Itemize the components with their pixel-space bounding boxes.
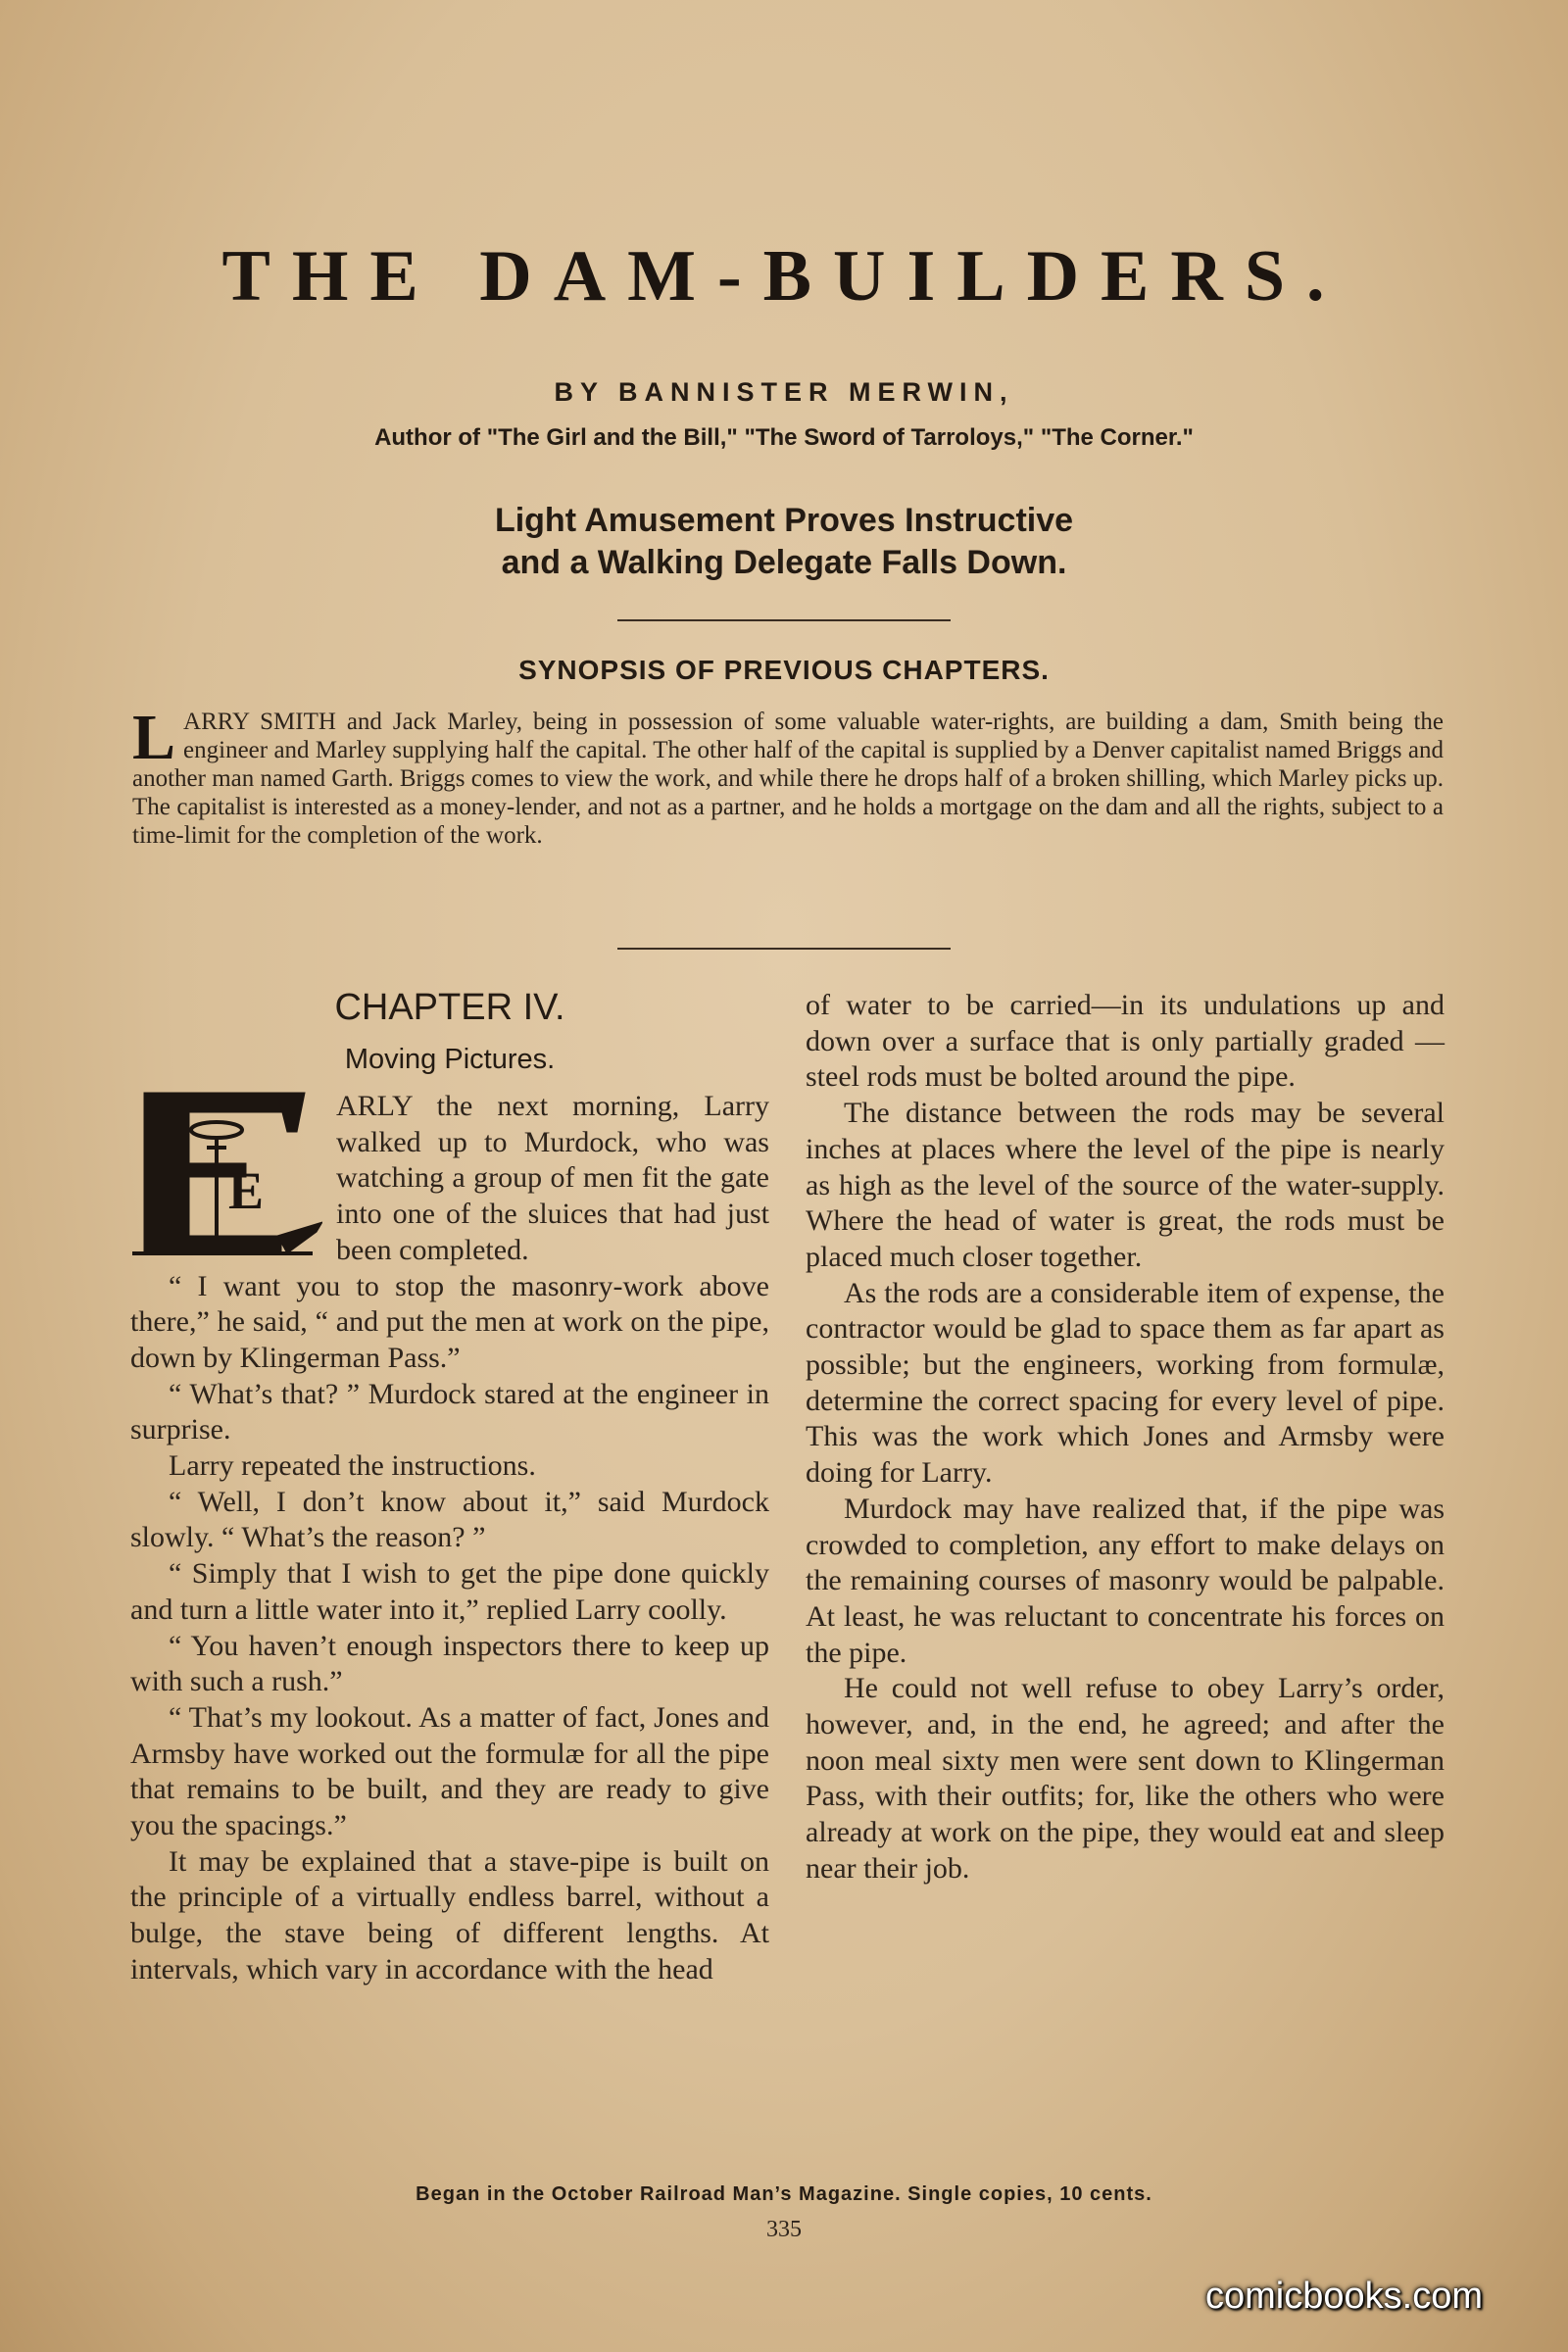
divider-rule-bottom xyxy=(617,948,951,950)
paragraph: It may be explained that a stave-pipe is built on the principle of a virtually endless barrel, without a bulge, the stave being of different lengths. At intervals, which vary in accordance with the head xyxy=(130,1844,769,1985)
paragraph: As the rods are a considerable item of expense, the contractor would be glad to space them as far apart as possible; but the engineers, working from formulæ, determine the correct spacing for every level of pipe. This was the work which Jones and Armsby were doing for Larry. xyxy=(806,1276,1445,1490)
synopsis-body: ARRY SMITH and Jack Marley, being in possession of some valuable water-rights, are building a dam, Smith being the engineer and Marley supplying half the capital. The other half of the capital is supplied by a Denver capitalist named Briggs and another man named Garth. Briggs comes to view the work, and while there he drops half of a broken shilling, which Marley picks up. The capitalist is interested as a money-lender, and not as a partner, and he holds a mortgage on the dam and all the rights, subject to a time-limit for the completion of the work. xyxy=(132,709,1444,849)
byline: BY BANNISTER MERWIN, xyxy=(554,377,1014,407)
paragraph: “ That’s my lookout. As a matter of fact, Jones and Armsby have worked out the formulæ for all the pipe that remains to be built, and they are ready to give you the spacings.” xyxy=(130,1700,769,1842)
subtitle-line-1: Light Amusement Proves Instructive xyxy=(494,502,1074,539)
synopsis-drop-letter: L xyxy=(132,702,176,773)
page-number: 335 xyxy=(766,2217,802,2242)
column-right xyxy=(806,988,1445,1887)
right-column-text xyxy=(806,988,1445,1887)
column-left xyxy=(130,985,769,1988)
chapter-subtitle: Moving Pictures. xyxy=(344,1044,556,1075)
paragraph: “ You haven’t enough inspectors there to keep up with such a rush.” xyxy=(130,1629,769,1698)
paragraph: Larry repeated the instructions. xyxy=(169,1449,536,1483)
paragraph: The distance between the rods may be several inches at places where the level of the pipe is nearly as high as the level of the source of the water-supply. Where the head of water is great, the rods must be placed much closer together. xyxy=(806,1097,1445,1273)
paragraph: He could not well refuse to obey Larry’s order, however, and, in the end, he agreed; and after the noon meal sixty men were sent down to Klingerman Pass, with their outfits; for, like the others who were already at work on the pipe, they would eat and sleep near their job. xyxy=(806,1672,1445,1885)
footer-note: Began in the October Railroad Man’s Magazine. Single copies, 10 cents. xyxy=(416,2183,1152,2205)
subtitle-line-2: and a Walking Delegate Falls Down. xyxy=(501,544,1067,581)
paragraph: “ I want you to stop the masonry-work above there,” he said, “ and put the men at work on the pipe, down by Klingerman Pass.” xyxy=(130,1269,769,1374)
drop-cap-e-ornament xyxy=(130,1089,322,1263)
article-title: THE DAM-BUILDERS. xyxy=(221,236,1347,317)
paragraph: “ Well, I don’t know about it,” said Murdock slowly. “ What’s the reason? ” xyxy=(130,1485,769,1554)
paragraph: “ Simply that I wish to get the pipe done quickly and turn a little water into it,” replied Larry coolly. xyxy=(130,1557,769,1626)
drop-cap-letter: E xyxy=(228,1161,265,1220)
chapter-title: CHAPTER IV. xyxy=(334,987,565,1028)
synopsis-heading: SYNOPSIS OF PREVIOUS CHAPTERS. xyxy=(518,655,1050,685)
synopsis-text xyxy=(132,702,1444,850)
paragraph: of water to be carried—in its undulations up and down over a surface that is only partially graded — steel rods must be bolted around the pipe. xyxy=(806,989,1445,1094)
paragraph: “ What’s that? ” Murdock stared at the engineer in surprise. xyxy=(130,1377,769,1446)
paragraph: ARLY the next morning, Larry walked up to Murdock, who was watching a group of men fit the gate into one of the sluices that had just been completed. xyxy=(336,1090,769,1266)
paragraph: Murdock may have realized that, if the pipe was crowded to completion, any effort to make delays on the remaining courses of masonry would be palpable. At least, he was reluctant to concentrate his forces on the pipe. xyxy=(806,1492,1445,1669)
author-credits: Author of "The Girl and the Bill," "The Sword of Tarroloys," "The Corner." xyxy=(374,424,1194,451)
divider-rule-top xyxy=(617,619,951,621)
watermark-logo: comicbooks.com xyxy=(1205,2276,1483,2317)
article-subtitle xyxy=(0,500,1568,584)
